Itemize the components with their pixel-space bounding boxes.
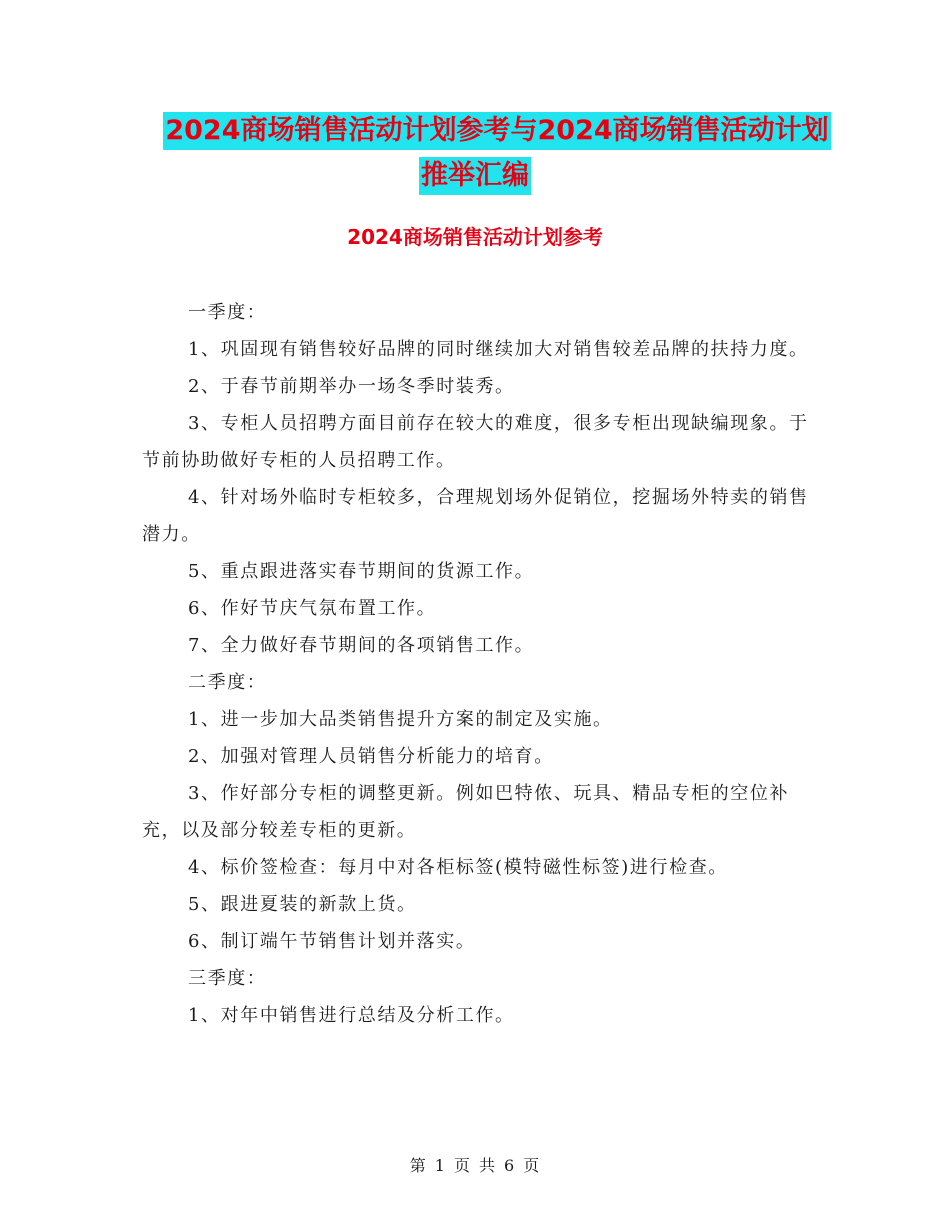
paragraph: 1、对年中销售进行总结及分析工作。 xyxy=(188,1005,515,1026)
title-line-2: 推举汇编 xyxy=(419,157,531,195)
footer-total-pages: 6 xyxy=(504,1156,516,1175)
paragraph: 7、全力做好春节期间的各项销售工作。 xyxy=(188,635,535,656)
paragraph: 6、作好节庆气氛布置工作。 xyxy=(188,598,437,619)
paragraph: 5、跟进夏装的新款上货。 xyxy=(188,894,417,915)
paragraph-q2-heading: 二季度： xyxy=(188,672,267,693)
title-line-1: 2024商场销售活动计划参考与2024商场销售活动计划 xyxy=(163,112,830,150)
section-heading: 2024商场销售活动计划参考 xyxy=(347,225,603,249)
footer-label-ye2: 页 xyxy=(523,1156,541,1175)
document-body xyxy=(142,294,812,1034)
paragraph: 2、加强对管理人员销售分析能力的培育。 xyxy=(188,746,554,767)
document-title xyxy=(0,112,950,202)
paragraph: 4、针对场外临时专柜较多，合理规划场外促销位，挖掘场外特卖的销售潜力。 xyxy=(142,487,809,545)
paragraph: 4、标价签检查：每月中对各柜标签(模特磁性标签)进行检查。 xyxy=(188,857,728,878)
page-footer xyxy=(0,1153,950,1176)
paragraph-q3-heading: 三季度： xyxy=(188,968,267,989)
footer-label-di: 第 xyxy=(409,1156,427,1175)
footer-label-ye: 页 xyxy=(453,1156,471,1175)
paragraph: 6、制订端午节销售计划并落实。 xyxy=(188,931,476,952)
paragraph-q1-heading: 一季度： xyxy=(188,302,267,323)
paragraph: 3、专柜人员招聘方面目前存在较大的难度，很多专柜出现缺编现象。于节前协助做好专柜的人员招聘工作。 xyxy=(142,413,809,471)
paragraph: 1、巩固现有销售较好品牌的同时继续加大对销售较差品牌的扶持力度。 xyxy=(188,339,809,360)
paragraph: 2、于春节前期举办一场冬季时装秀。 xyxy=(188,376,515,397)
paragraph: 1、进一步加大品类销售提升方案的制定及实施。 xyxy=(188,709,613,730)
footer-label-gong: 共 xyxy=(479,1156,497,1175)
paragraph: 5、重点跟进落实春节期间的货源工作。 xyxy=(188,561,535,582)
paragraph: 3、作好部分专柜的调整更新。例如巴特侬、玩具、精品专柜的空位补充，以及部分较差专柜的更新。 xyxy=(142,783,790,841)
footer-page-number: 1 xyxy=(434,1156,446,1175)
